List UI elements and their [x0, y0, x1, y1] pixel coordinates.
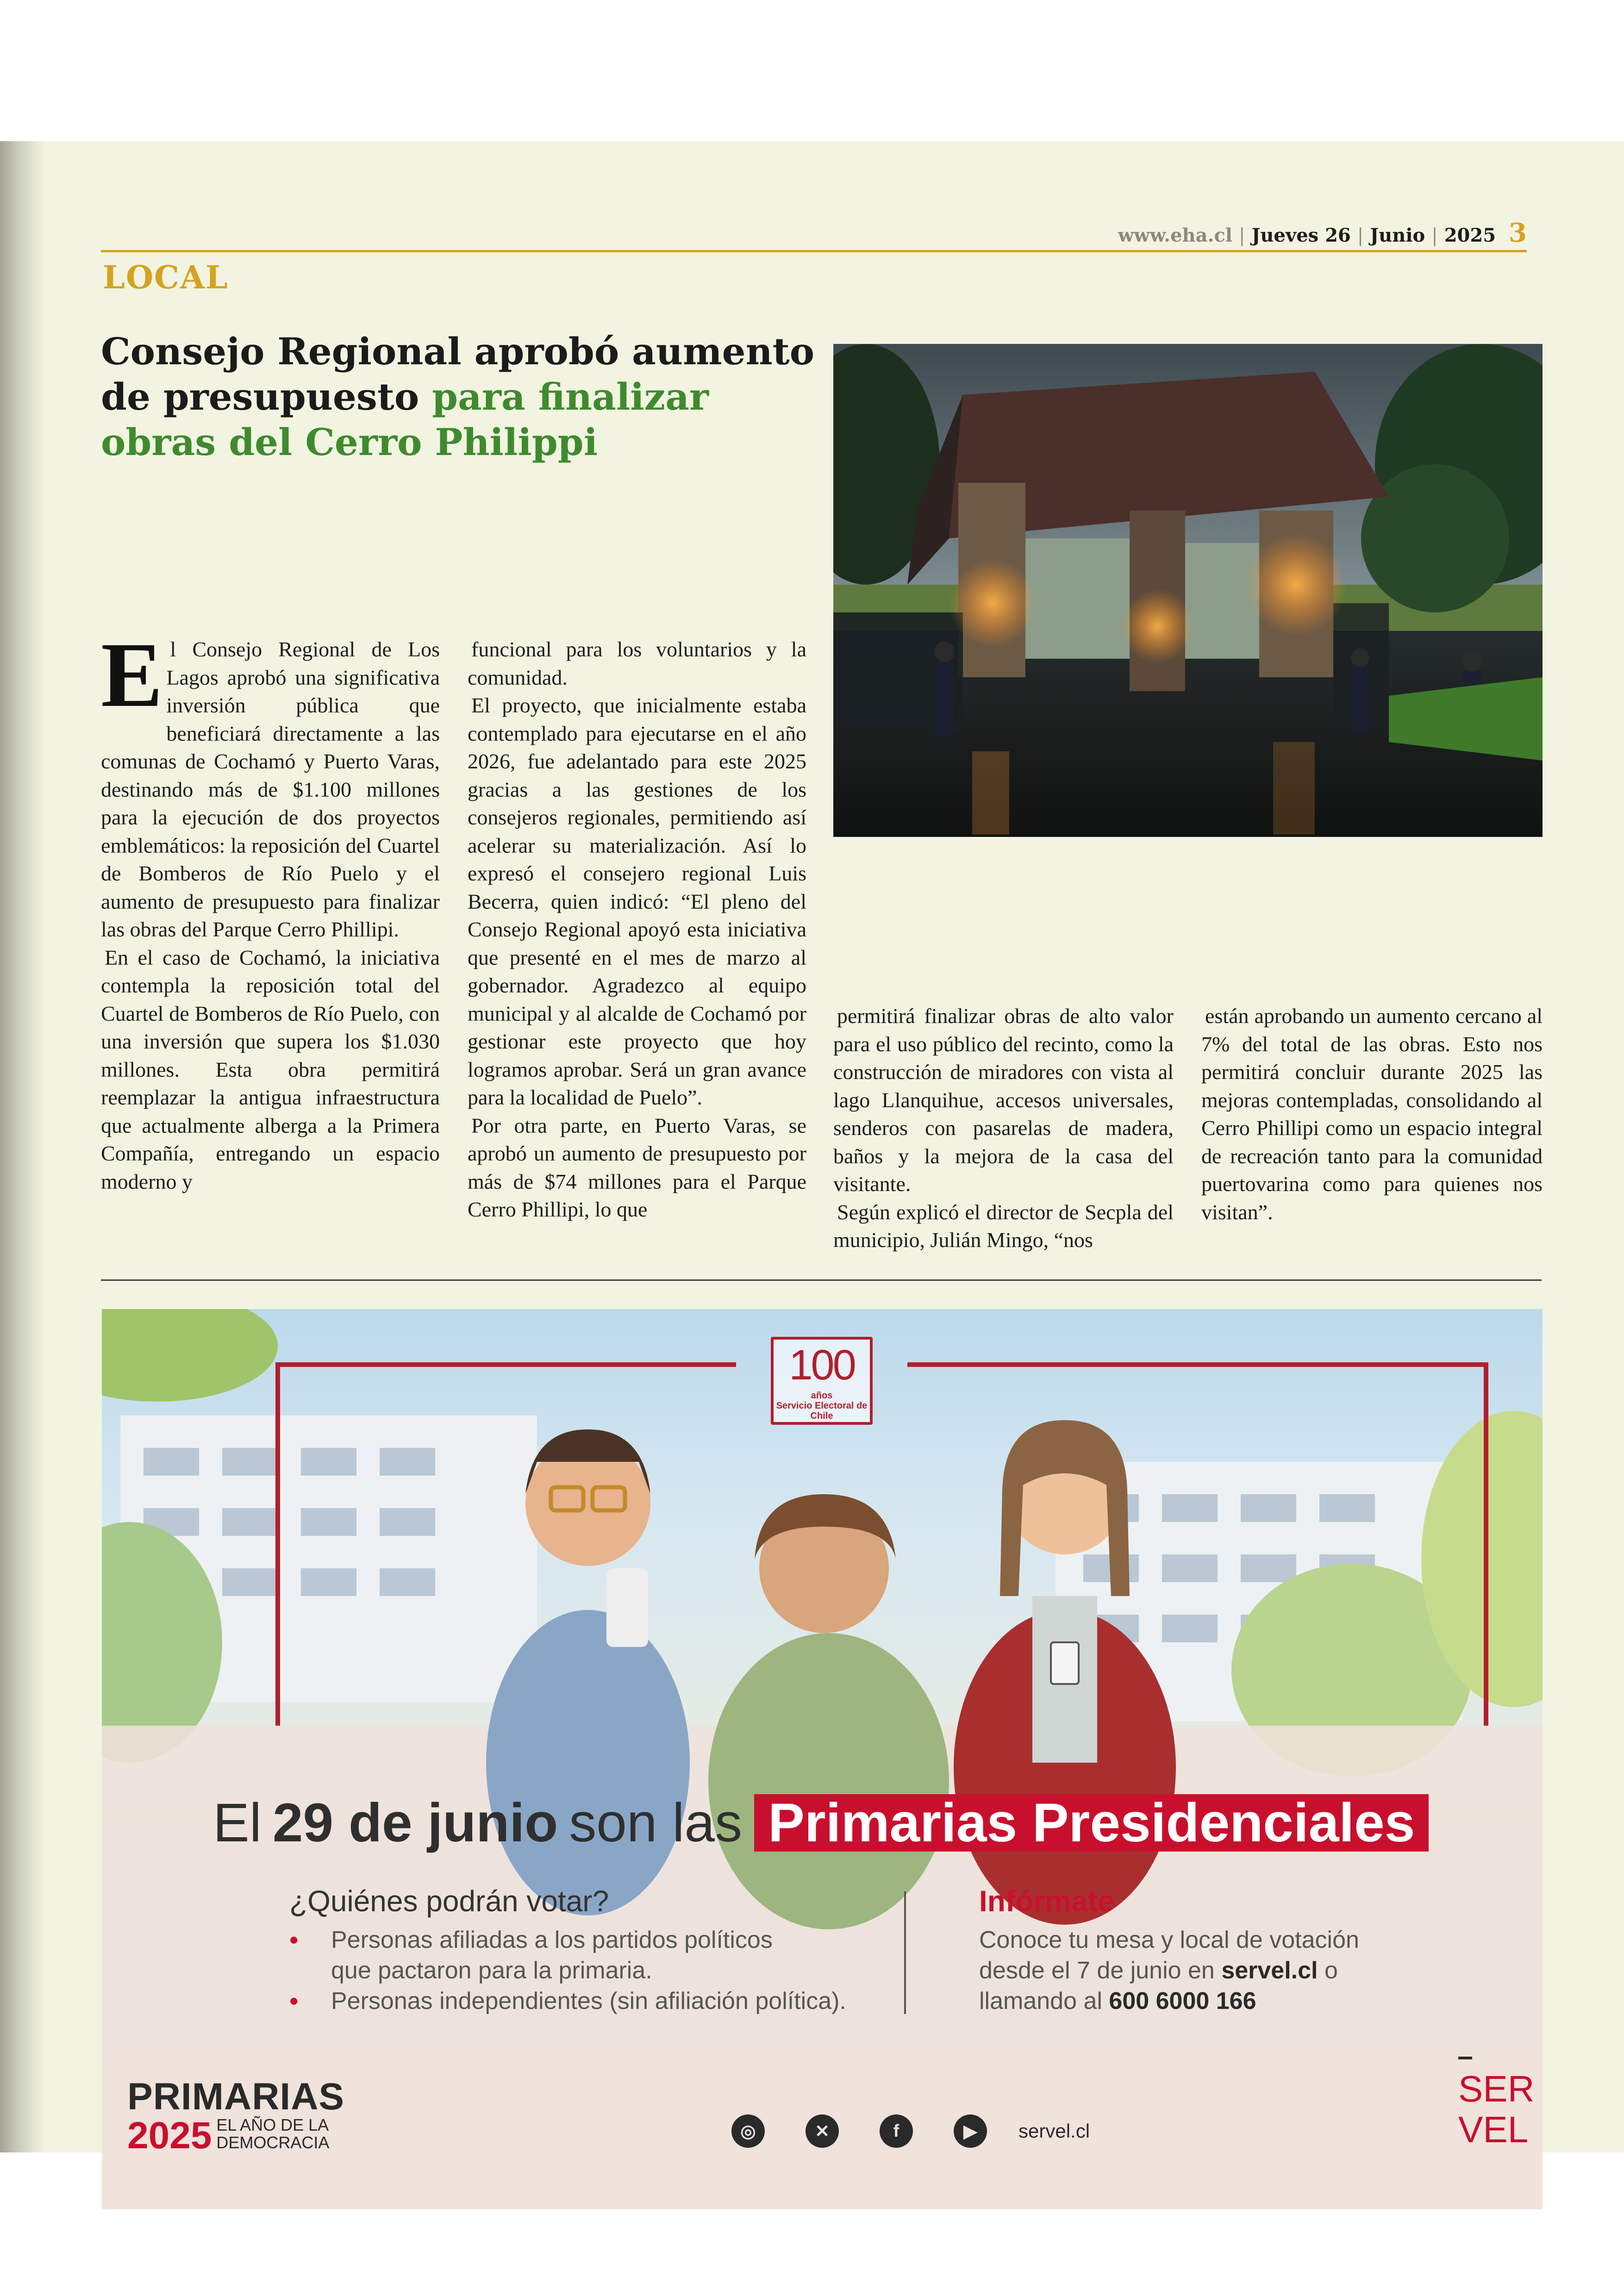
ad-title-date: 29 de junio [272, 1792, 558, 1853]
servel-logo-line2: VEL [1458, 2109, 1529, 2150]
folio-site: www.eha.cl [1118, 225, 1233, 246]
ad-headline [213, 1790, 1429, 1855]
list-item: • Personas independientes (sin afiliación política). [289, 1986, 937, 2016]
badge-small: años [811, 1391, 833, 1401]
article-paragraph: Según explicó el director de Secpla del municipio, Julián Mingo, “nos [833, 1200, 1174, 1252]
who-can-vote-list [289, 1925, 937, 2016]
ad-illustration [102, 1309, 1543, 2209]
ad-title-pre: El [213, 1792, 262, 1853]
page-spine-shadow [0, 141, 44, 2152]
informate-text: Conoce tu mesa y local de votación desde el 7 de junio en servel.cl o llamando al 600 6000 166 [979, 1927, 1359, 2014]
cerro-philippi-gate-illustration [833, 344, 1543, 837]
headline-green: para finalizar obras del Cerro Philippi [101, 375, 709, 464]
header-rule [101, 250, 1527, 252]
article-column-4 [1201, 1002, 1543, 1226]
article-paragraph: El proyecto, que inicialmente estaba contemplado para ejecutarse en el año 2026, fue adelantado para este 2025 gracias a las gestiones de los consejeros regionales, permitiendo así acelerar su materialización. Así lo expresó el consejero regional Luis Becerra, quien indicó: “El pleno del Consejo Regional apoyó esta iniciativa que presenté en el mes de marzo al gobernador. Agradezco al equipo municipal y al alcalde de Cochamó por gestionar este proyecto que hoy logramos aprobar. Será un gran avance para la localidad de Puelo”. [468, 693, 806, 1109]
primarias-2025-logo [127, 2077, 344, 2155]
phone-number: 600 6000 166 [1109, 1988, 1256, 2014]
who-can-vote-title: ¿Quiénes podrán votar? [289, 1884, 609, 1918]
badge-text: Servicio Electoral de Chile [776, 1401, 868, 1421]
x-icon[interactable]: ✕ [806, 2114, 839, 2148]
ad-title-highlight: Primarias Presidenciales [754, 1794, 1429, 1852]
article-paragraph: están aprobando un aumento cercano al 7% del total de las obras. Esto nos permitirá concluir durante 2025 las mejoras contempladas, consolidando al Cerro Phillipi como un espacio integral de recreación tanto para la comunidad puertovarina como para quienes nos visitan”. [1201, 1004, 1543, 1224]
headline-black: Consejo Regional aprobó aumento de presupuesto [101, 330, 815, 418]
social-links [731, 2114, 1090, 2148]
badge-number: 100 [789, 1341, 855, 1389]
instagram-icon[interactable]: ◎ [731, 2114, 765, 2148]
article-column-2 [468, 636, 806, 1224]
logo-tag-1: EL AÑO DE LA [216, 2115, 329, 2134]
servel-logo-line1: SER [1458, 2068, 1535, 2109]
folio-day: Jueves 26 [1251, 225, 1351, 246]
article-divider [101, 1279, 1542, 1281]
newspaper-page [0, 141, 1624, 2157]
page-folio: www.eha.cl | Jueves 26 | Junio | 2025 3 [1118, 218, 1527, 248]
article-column-1 [101, 624, 440, 1196]
article-paragraph: En el caso de Cochamó, la iniciativa contempla la reposición total del Cuartel de Bomberos de Río Puelo, con una inversión que supera los $1.030 millones. Esta obra permitirá reemplazar la antigua infraestructura que actualmente alberga a la Primera Compañía, entregando un espacio moderno y [101, 945, 440, 1193]
list-item: • Personas afiliadas a los partidos políticos que pactaron para la primaria. [289, 1925, 937, 1986]
drop-cap: E [101, 624, 163, 726]
logo-word: PRIMARIAS [127, 2076, 345, 2118]
servel-100-years-badge [771, 1337, 873, 1425]
servel-advertisement [102, 1309, 1543, 2209]
article-paragraph: permitirá finalizar obras de alto valor para el uso público del recinto, como la construcción de miradores con vista al lago Llanquihue, accesos universales, senderos con pasarelas de madera, baños y la mejora de la casa del visitante. [833, 1004, 1174, 1196]
article-paragraph: l Consejo Regional de Los Lagos aprobó una significativa inversión pública que beneficiará directamente a las comunas de Cochamó y Puerto Varas, destinando más de $1.100 millones para la ejecución de dos proyectos emblemáticos: la reposición del Cuartel de Bomberos de Río Puelo y el aumento de presupuesto para finalizar las obras del Parque Cerro Phillipi. [101, 637, 440, 941]
youtube-icon[interactable]: ▶ [954, 2114, 987, 2148]
logo-tag-2: DEMOCRACIA [216, 2133, 330, 2152]
servel-logo [1458, 2057, 1535, 2150]
section-label: LOCAL [103, 259, 229, 296]
facebook-icon[interactable]: f [880, 2114, 913, 2148]
folio-year: 2025 [1444, 225, 1496, 246]
article-photo [833, 344, 1543, 837]
folio-month: Junio [1370, 225, 1425, 246]
servel-site-text: servel.cl [1221, 1957, 1318, 1984]
ad-divider [904, 1891, 906, 2014]
informate-title: Infórmate [979, 1884, 1114, 1918]
logo-year: 2025 [127, 2114, 212, 2157]
article-paragraph: funcional para los voluntarios y la comunidad. [468, 637, 806, 689]
article-column-3 [833, 1002, 1174, 1254]
article-paragraph: Por otra parte, en Puerto Varas, se aprobó un aumento de presupuesto por más de $74 millones para el Parque Cerro Phillipi, lo que [468, 1113, 806, 1221]
ad-title-mid: son las [569, 1792, 743, 1853]
servel-url[interactable]: servel.cl [1018, 2120, 1090, 2142]
article-headline [101, 329, 823, 465]
page-number: 3 [1509, 218, 1527, 248]
